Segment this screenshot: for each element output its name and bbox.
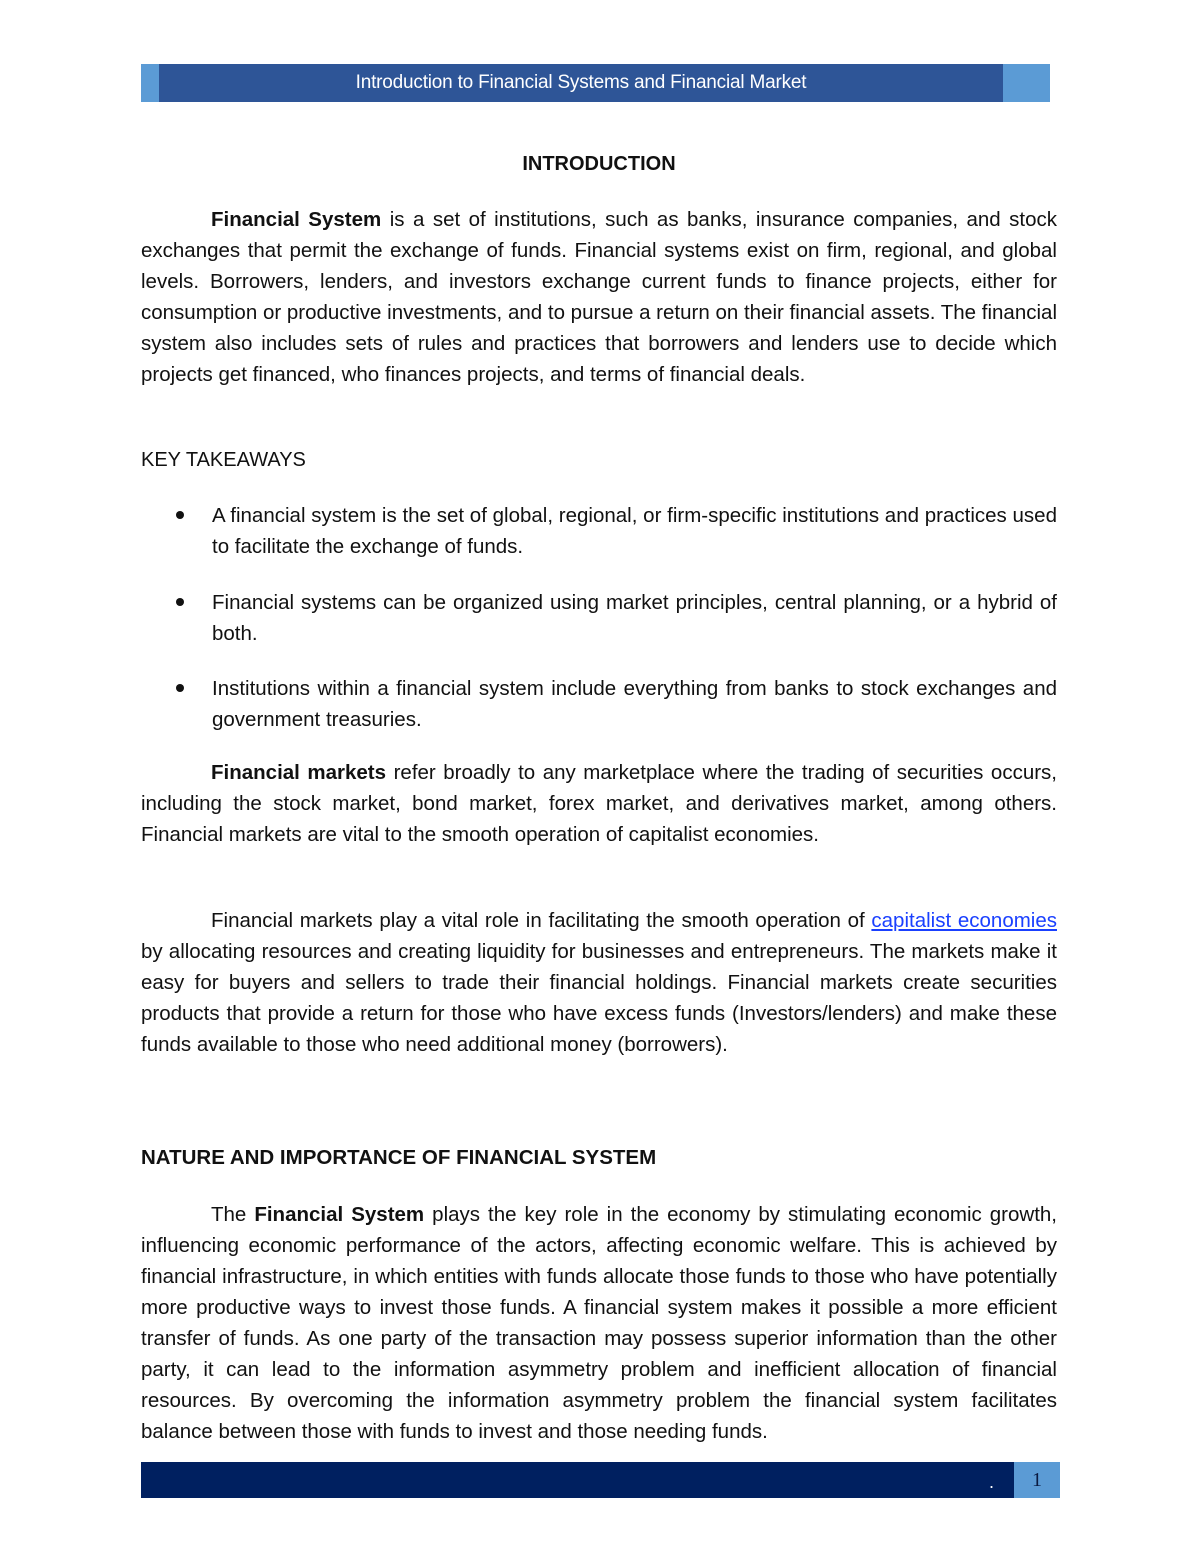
takeaway-text: Institutions within a financial system include everything from banks to stock exchanges and government treasuries. xyxy=(212,677,1057,731)
page-number: 1 xyxy=(1032,1468,1042,1491)
markets-role-paragraph xyxy=(141,905,1057,1060)
intro-paragraph xyxy=(141,204,1057,390)
document-header-title: Introduction to Financial Systems and Financial Market xyxy=(355,72,807,93)
intro-paragraph-text: is a set of institutions, such as banks, insurance companies, and stock exchanges that permit the exchange of funds. Financial systems exist on firm, regional, and global levels. Borrowers, lenders, and investors exchange current funds to finance projects, either for consumption or productive investments, and to pursue a return on their financial assets. The financial system also includes sets of rules and practices that borrowers and lenders use to decide which projects get financed, who finances projects, and terms of financial deals. xyxy=(141,208,1058,386)
takeaway-text: A financial system is the set of global, regional, or firm-specific institutions and practices used to facilitate the exchange of funds. xyxy=(212,504,1057,558)
header-band xyxy=(159,64,1003,102)
financial-markets-term: Financial markets xyxy=(211,761,387,784)
financial-system-term: Financial System xyxy=(211,208,382,231)
financial-system-term: Financial System xyxy=(254,1203,425,1226)
financial-markets-paragraph xyxy=(141,757,1057,850)
markets-role-text-end: by allocating resources and creating liquidity for businesses and entrepreneurs. The markets make it easy for buyers and sellers to trade their financial holdings. Financial markets create securities products that provide a return for those who have excess funds (Investors/lenders) and make these funds available to those who need additional money (borrowers). xyxy=(141,940,1057,1056)
footer-dot: . xyxy=(989,1472,995,1492)
markets-role-text-start: Financial markets play a vital role in facilitating the smooth operation of xyxy=(211,909,872,932)
nature-text-start: The xyxy=(211,1203,255,1226)
takeaway-text: Financial systems can be organized using market principles, central planning, or a hybrid of both. xyxy=(212,591,1057,645)
footer-bar xyxy=(141,1462,1014,1498)
intro-heading: INTRODUCTION xyxy=(522,153,676,175)
section-heading: NATURE AND IMPORTANCE OF FINANCIAL SYSTEM xyxy=(141,1146,657,1169)
capitalist-economies-link[interactable]: capitalist economies xyxy=(871,909,1057,932)
nature-paragraph xyxy=(141,1199,1057,1447)
page-number-box xyxy=(1014,1462,1060,1498)
nature-text: plays the key role in the economy by stimulating economic growth, influencing economic performance of the actors, affecting economic welfare. This is achieved by financial infrastructure, in which entities with funds allocate those funds to those who have potentially more productive ways to invest those funds. A financial system makes it possible a more efficient transfer of funds. As one party of the transaction may possess superior information than the other party, it can lead to the information asymmetry problem and inefficient allocation of financial resources. By overcoming the information asymmetry problem the financial system facilitates balance between those with funds to invest and those needing funds. xyxy=(141,1203,1057,1443)
bullet-icon xyxy=(176,598,184,606)
bullet-icon xyxy=(176,511,184,519)
financial-markets-text: refer broadly to any marketplace where the trading of securities occurs, including the stock market, bond market, forex market, and derivatives market, among others. Financial markets are vital to the smooth operation of capitalist economies. xyxy=(141,761,1057,846)
key-takeaways-label: KEY TAKEAWAYS xyxy=(141,449,306,471)
bullet-icon xyxy=(176,684,184,692)
